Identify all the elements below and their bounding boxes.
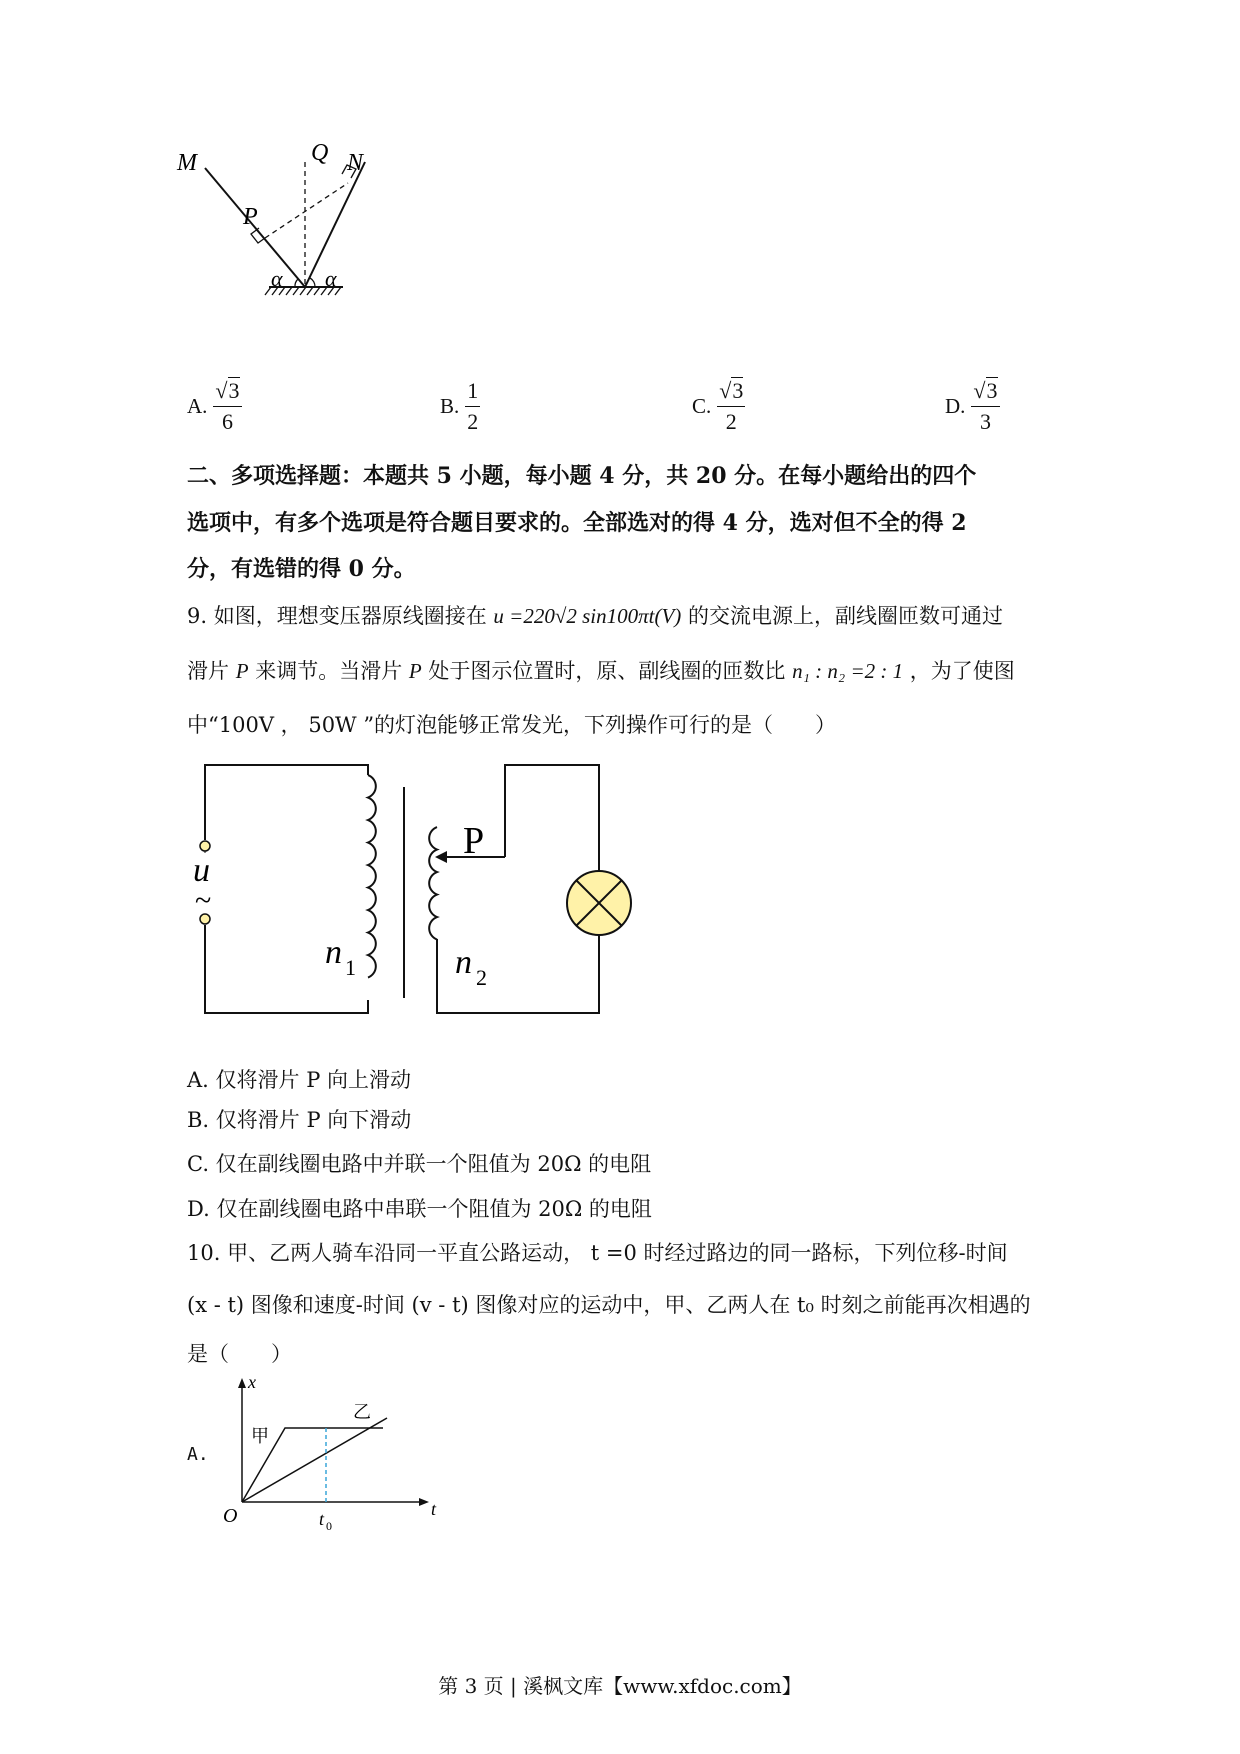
- q8-option-c: C. $\frac{√3}{2}$: [692, 378, 744, 434]
- q8-b-num: 1: [465, 378, 480, 407]
- q10-line1: 10. 甲、乙两人骑车沿同一平直公路运动， t =0 时经过路边的同一路标，下列位移-时间: [187, 1241, 1008, 1265]
- label-q: Q: [311, 140, 329, 166]
- label-p: P: [243, 204, 258, 230]
- q8-d-den: 3: [979, 409, 991, 434]
- q10-line2: (x - t) 图像和速度-时间 (v - t) 图像对应的运动中，甲、乙两人在 t₀ 时刻之前能再次相遇的: [187, 1293, 1031, 1317]
- q8-d-num: 3: [986, 378, 998, 403]
- q8-c-num: 3: [732, 378, 744, 403]
- graph-origin: O: [223, 1505, 238, 1527]
- source-u: u: [193, 852, 210, 889]
- section2-line2: 选项中，有多个选项是符合题目要求的。全部选对的得 4 分，选对但不全的得 2: [187, 510, 967, 536]
- q9-line3: 中“100V ， 50W ”的灯泡能够正常发光，下列操作可行的是（ ）: [187, 713, 837, 737]
- slider-p: P: [463, 820, 485, 862]
- section2-line1: 二、多项选择题：本题共 5 小题，每小题 4 分，共 20 分。在每小题给出的四个: [187, 463, 977, 489]
- label-alpha-right: α: [325, 266, 337, 291]
- label-n: N: [347, 150, 364, 176]
- graph-t-axis-label: t: [431, 1499, 437, 1519]
- source-tilde: ~: [195, 884, 212, 917]
- q9-option-d: D. 仅在副线圈电路中串联一个阻值为 20Ω 的电阻: [187, 1197, 652, 1221]
- q9-line1: 9. 如图，理想变压器原线圈接在 u =220√2 sin100πt(V) 的交流电源上，副线圈匝数可通过: [187, 604, 1003, 628]
- page-footer: 第 3 页 | 溪枫文库【www.xfdoc.com】: [438, 1674, 802, 1698]
- q10-line3: 是（ ）: [187, 1342, 292, 1366]
- q8-option-b: B. $\frac{1}{2}$: [440, 378, 479, 434]
- xt-graph: [215, 1370, 455, 1540]
- coil-n2: n: [455, 944, 472, 981]
- q8-c-den: 2: [725, 409, 737, 434]
- graph-t0-sub: 0: [326, 1519, 332, 1533]
- graph-label-yi: 乙: [353, 1402, 371, 1422]
- coil-n1: n: [325, 934, 342, 971]
- graph-label-jia: 甲: [251, 1426, 269, 1446]
- graph-t0: t: [319, 1509, 325, 1529]
- reflection-figure: [177, 140, 425, 320]
- coil-n2-sub: 2: [476, 965, 487, 990]
- q8-option-d: D. $\frac{√3}{3}$: [945, 378, 998, 434]
- q9-ratio: n₁ : n₂ =2 : 1: [792, 659, 904, 683]
- q8-b-den: 2: [467, 409, 479, 434]
- graph-x-axis-label: x: [248, 1372, 256, 1392]
- q10-option-a: A.: [187, 1444, 209, 1465]
- q8-a-den: 6: [221, 409, 233, 434]
- coil-n1-sub: 1: [345, 955, 356, 980]
- q8-option-a: A. $\frac{√3}{6}$: [187, 378, 240, 434]
- section2-line3: 分，有选错的得 0 分。: [187, 556, 416, 582]
- label-alpha-left: α: [271, 266, 283, 291]
- q9-line2: 滑片 P 来调节。当滑片 P 处于图示位置时，原、副线圈的匝数比 n₁ : n₂ =2 : 1 ，为了使图: [187, 659, 1015, 683]
- q9-formula: u =220√2 sin100πt(V): [493, 604, 682, 628]
- q8-a-num: 3: [228, 378, 240, 403]
- transformer-figure: [185, 755, 645, 1025]
- q9-option-a: A. 仅将滑片 P 向上滑动: [187, 1068, 411, 1092]
- q9-option-b: B. 仅将滑片 P 向下滑动: [187, 1108, 412, 1132]
- label-m: M: [177, 150, 197, 176]
- q9-option-c: C. 仅在副线圈电路中并联一个阻值为 20Ω 的电阻: [187, 1152, 652, 1176]
